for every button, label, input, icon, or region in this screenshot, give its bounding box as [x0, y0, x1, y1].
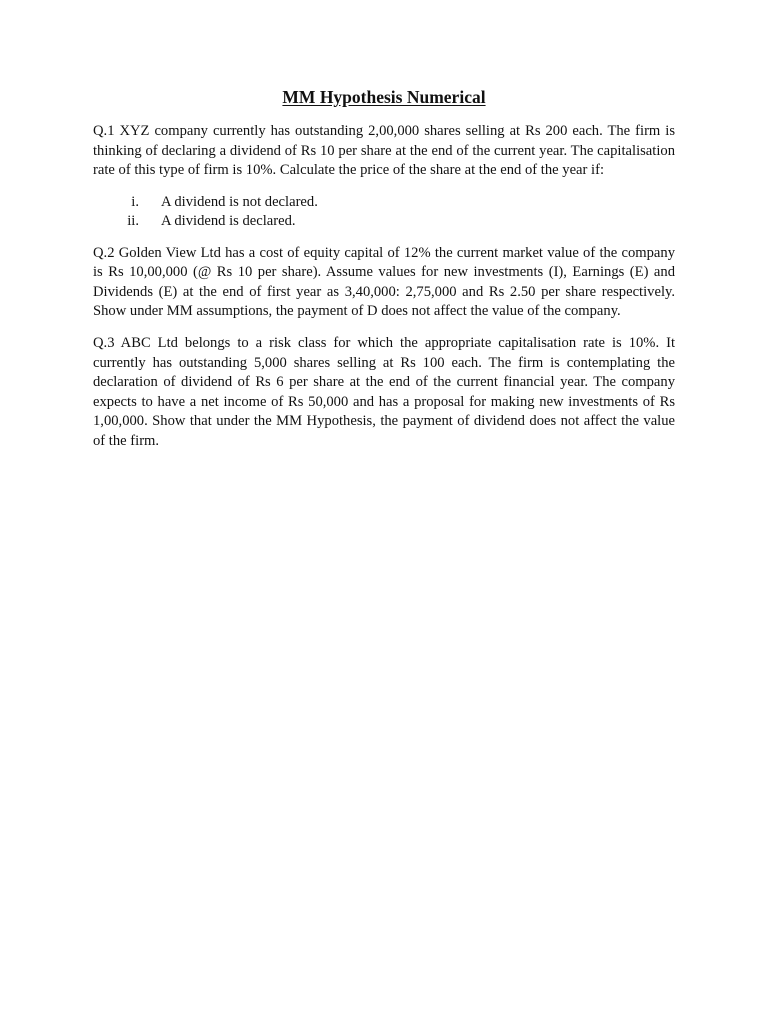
list-item-text: A dividend is declared.: [161, 213, 296, 230]
document-page: [93, 86, 675, 464]
question-3: Q.3 ABC Ltd belongs to a risk class for which the appropriate capitalisation rate is 10%. It currently has outstanding 5,000 shares selling at Rs 100 each. The firm is contemplating the declaration of dividend of Rs 6 per share at the end of the current financial year. The company expects to have a net income of Rs 50,000 and has a proposal for making new investments of Rs 1,00,000. Show that under the MM Hypothesis, the payment of dividend does not affect the value of the firm.: [93, 334, 675, 449]
question-2: Q.2 Golden View Ltd has a cost of equity capital of 12% the current market value of the company is Rs 10,00,000 (@ Rs 10 per share). Assume values for new investments (I), Earnings (E) and Dividends (E) at the end of first year as 3,40,000: 2,75,000 and Rs 2.50 per share respectively. Show under MM assumptions, the payment of D does not affect the value of the company.: [93, 244, 675, 320]
list-item: [93, 193, 675, 212]
list-item: [93, 212, 675, 231]
question-1-options: [93, 193, 675, 232]
document-title: MM Hypothesis Numerical: [282, 87, 486, 107]
list-item-text: A dividend is not declared.: [161, 193, 318, 210]
question-1: Q.1 XYZ company currently has outstanding 2,00,000 shares selling at Rs 200 each. The firm is thinking of declaring a dividend of Rs 10 per share at the end of the current year. The capitalisation rate of this type of firm is 10%. Calculate the price of the share at the end of the year if:: [93, 123, 675, 179]
list-marker: i.: [131, 193, 139, 210]
list-marker: ii.: [127, 213, 139, 230]
